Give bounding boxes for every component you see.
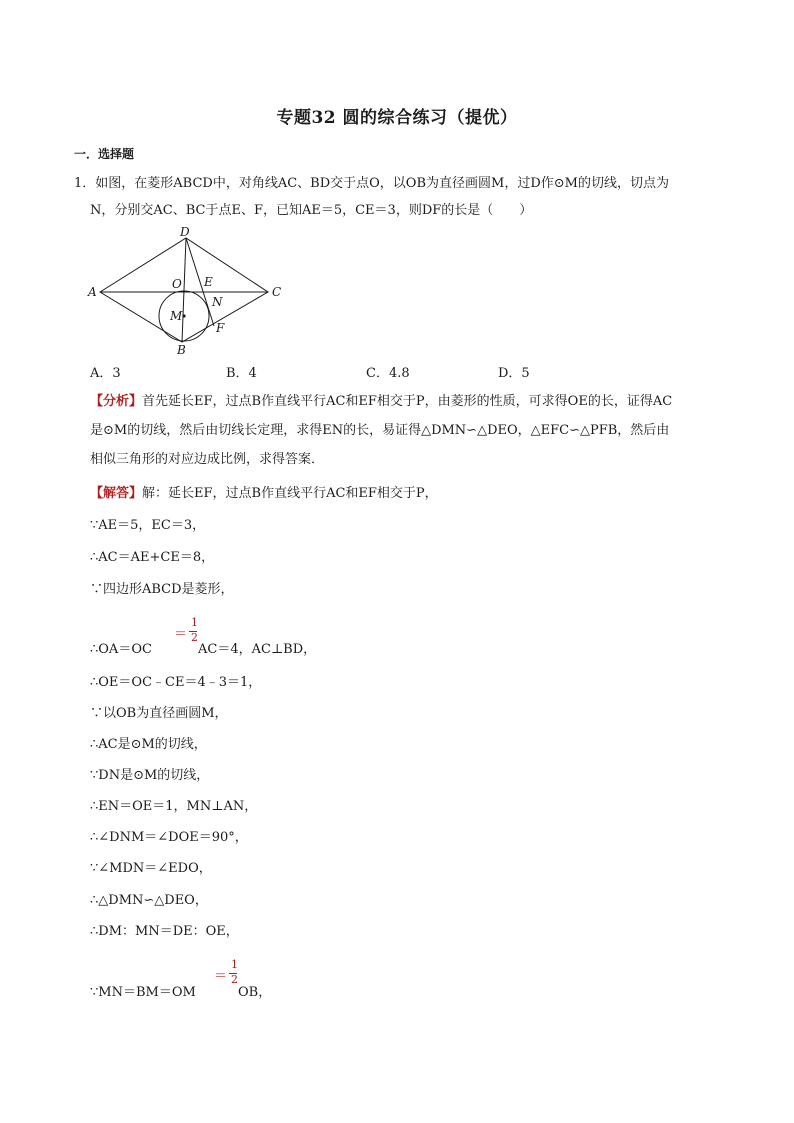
solution-step-7: ∵DN是⊙M的切线， xyxy=(90,768,210,783)
label-d: D xyxy=(180,226,190,239)
analysis-line-2: 是⊙M的切线，然后由切线长定理，求得EN的长，易证得△DMN∽△DEO，△EFC∽△PFB，然后由 xyxy=(90,423,670,438)
label-n: N xyxy=(212,295,223,309)
solution-step-8: ∴EN＝OE＝1，MN⊥AN， xyxy=(90,799,258,814)
solution-line-1 xyxy=(90,484,438,504)
fraction-numerator-1: 1 xyxy=(191,616,198,629)
option-d: D．5 xyxy=(498,366,530,381)
label-o: O xyxy=(172,277,182,291)
label-b: B xyxy=(177,343,186,356)
solution-tag: 【解答】 xyxy=(90,486,143,501)
solution-step-12: ∴DM：MN＝DE：OE， xyxy=(90,924,239,939)
solution-step-6: ∴AC是⊙M的切线， xyxy=(90,737,207,752)
analysis-line-3: 相似三角形的对应边成比例，求得答案． xyxy=(90,452,325,467)
fraction-denominator-1: 2 xyxy=(191,631,198,644)
fraction-equals-1: ＝ xyxy=(174,627,188,642)
solution-step-10: ∵∠MDN＝∠EDO， xyxy=(90,861,212,876)
solution-text-1: 解：延长EF，过点B作直线平行AC和EF相交于P， xyxy=(142,486,438,501)
solution-step-5: ∵以OB为直径画圆M， xyxy=(90,706,228,721)
diagonal-bd xyxy=(182,238,186,342)
label-f: F xyxy=(216,321,225,335)
analysis-line-1 xyxy=(90,392,672,412)
option-b: B．4 xyxy=(226,366,257,381)
fraction-equals-2: ＝ xyxy=(214,969,228,984)
label-m: M xyxy=(170,309,183,323)
analysis-text-1: 首先延长EF，过点B作直线平行AC和EF相交于P，由菱形的性质，可求得OE的长，证得AC xyxy=(142,394,673,409)
option-a: A．3 xyxy=(90,366,121,381)
solution-step-2: ∴AC＝AE+CE＝8， xyxy=(90,550,215,565)
label-c: C xyxy=(272,285,282,299)
rhombus-circle-figure xyxy=(84,226,304,356)
center-m-dot xyxy=(182,314,185,317)
option-c: C．4.8 xyxy=(366,366,410,381)
question-line-2: N，分别交AC、BC于点E、F，已知AE＝5，CE＝3，则DF的长是（ ） xyxy=(90,203,533,218)
solution-oa-right: AC＝4，AC⊥BD， xyxy=(198,642,317,657)
solution-step-3: ∵四边形ABCD是菱形， xyxy=(90,582,234,597)
fraction-denominator-2: 2 xyxy=(231,973,238,986)
solution-step-1: ∵AE＝5，EC＝3， xyxy=(90,518,206,533)
analysis-tag: 【分析】 xyxy=(90,394,143,409)
question-line-1: 1．如图，在菱形ABCD中，对角线AC、BD交于点O，以OB为直径画圆M，过D作⊙M的切线，切点为 xyxy=(74,176,669,191)
label-e: E xyxy=(204,275,213,289)
page-title: 专题32 圆的综合练习（提优） xyxy=(276,108,518,128)
solution-mn-right: OB， xyxy=(238,985,272,1000)
solution-step-11: ∴△DMN∽△DEO， xyxy=(90,893,208,908)
section-heading: 一．选择题 xyxy=(74,147,135,161)
label-a: A xyxy=(88,285,97,299)
solution-mn-left: ∵MN＝BM＝OM xyxy=(90,985,196,1000)
fraction-numerator-2: 1 xyxy=(231,958,238,971)
solution-oa-left: ∴OA＝OC xyxy=(90,642,152,657)
solution-step-9: ∴∠DNM＝∠DOE＝90°， xyxy=(90,830,248,845)
solution-step-4: ∴OE＝OC﹣CE＝4﹣3＝1， xyxy=(90,675,262,690)
